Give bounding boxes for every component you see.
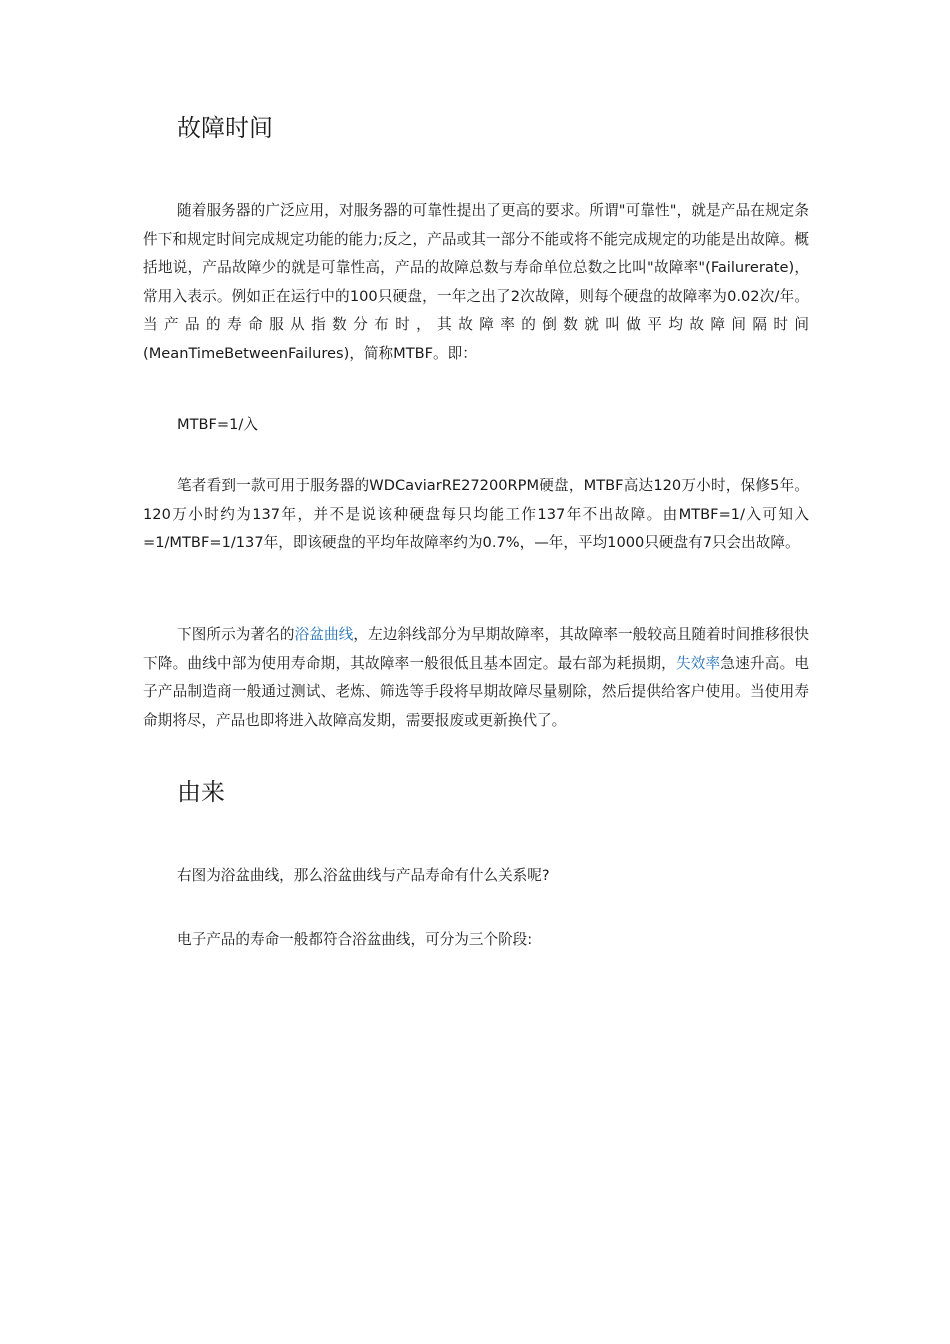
para3-text-1: 下图所示为著名的 — [177, 626, 295, 643]
para3-text-3: 急速升高。电子产品制造商一般通过测试、老炼、筛选等手段将早期故障尽量剔除，然后提供给客户使用。当使用寿命期将尽，产品也即将进入故障高发期，需要报废或更新换代了。 — [143, 654, 809, 729]
link-failure-rate[interactable]: 失效率 — [675, 654, 721, 672]
paragraph-three-stages: 电子产品的寿命一般都符合浴盆曲线，可分为三个阶段: — [177, 931, 533, 948]
paragraph-reliability-intro: 随着服务器的广泛应用，对服务器的可靠性提出了更高的要求。所谓"可靠性"，就是产品在规定条件下和规定时间完成规定功能的能力;反之，产品或其一部分不能或将不能完成规定的功能是出故障。概括地说，产品故障少的就是可靠性高，产品的故障总数与寿命单位总数之比叫"故障率"(Failurerate)，常用入表示。例如正在运行中的100只硬盘，一年之出了2次故障，则每个硬盘的故障率为0.02次/年。当产品的寿命服从指数分布时，其故障率的倒数就叫做平均故障间隔时间(MeanTimeBetweenFailures)，简称MTBF。即： — [143, 202, 809, 362]
section-title-origin: 由来 — [177, 778, 225, 806]
paragraph-bathtub-curve — [143, 621, 809, 735]
link-bathtub-curve[interactable]: 浴盆曲线 — [294, 626, 354, 643]
paragraph-bathtub-question: 右图为浴盆曲线，那么浴盆曲线与产品寿命有什么关系呢? — [177, 867, 550, 884]
formula-mtbf: MTBF=1/入 — [177, 416, 258, 433]
section-title-failure-time: 故障时间 — [177, 114, 273, 142]
paragraph-hdd-example: 笔者看到一款可用于服务器的WDCaviarRE27200RPM硬盘，MTBF高达120万小时，保修5年。120万小时约为137年，并不是说该种硬盘每只均能工作137年不出故障。由MTBF=1/入可知入=1/MTBF=1/137年，即该硬盘的平均年故障率约为0.7%，—年，平均1000只硬盘有7只会出故障。 — [143, 477, 809, 552]
para3-text-2: ，左边斜线部分为早期故障率，其故障率一般较高且随着时间推移很快下降。曲线中部为使用寿命期，其故障率一般很低且基本固定。最右部为耗损期， — [143, 626, 809, 672]
